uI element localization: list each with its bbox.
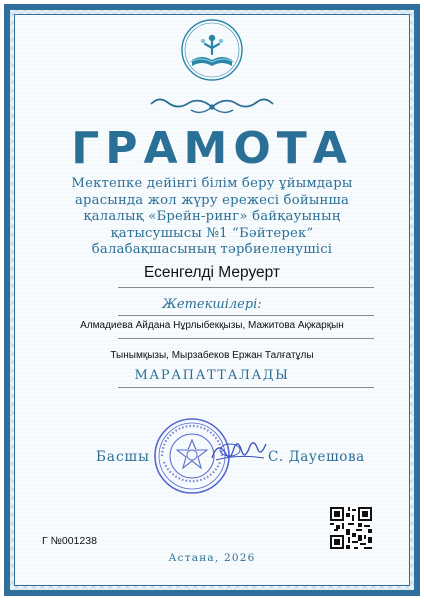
certificate-subtitle: Мектепке дейінгі білім беру ұйымдары арасында жол жүру ережесі бойынша қалалық «Брейн-ринг» байқауының қатысушысы №1 “Бәйтерек” балабақшасының тәрбиеленушісі bbox=[71, 176, 353, 257]
signatory-name: С. Дауешова bbox=[268, 449, 365, 465]
recipient-underline bbox=[118, 287, 374, 288]
mentors-line-1: Алмадиева Айдана Нұрлыбекқызы, Мажитова Ақжарқын bbox=[80, 320, 344, 331]
certificate-number: Г №001238 bbox=[42, 535, 97, 547]
place-and-year: Астана, 2026 bbox=[168, 552, 256, 564]
signatory-label: Басшы bbox=[96, 449, 150, 465]
qr-code-icon bbox=[330, 507, 372, 549]
mentors-label: Жетекшілері: bbox=[162, 297, 262, 312]
mentors-line-1-rule bbox=[118, 338, 374, 339]
signature-icon bbox=[208, 434, 268, 468]
award-rule bbox=[118, 387, 374, 388]
mentors-line-2: Тынымқызы, Мырзабеков Ержан Талғатұлы bbox=[110, 350, 314, 361]
certificate-title: ГРАМОТА bbox=[71, 123, 353, 174]
mentors-label-rule bbox=[118, 315, 374, 316]
book-logo-icon bbox=[172, 16, 252, 86]
recipient-name: Есенгелді Меруерт bbox=[143, 264, 281, 281]
ornament-divider-icon bbox=[147, 94, 277, 120]
award-text: МАРАПАТТАЛАДЫ bbox=[134, 368, 290, 383]
